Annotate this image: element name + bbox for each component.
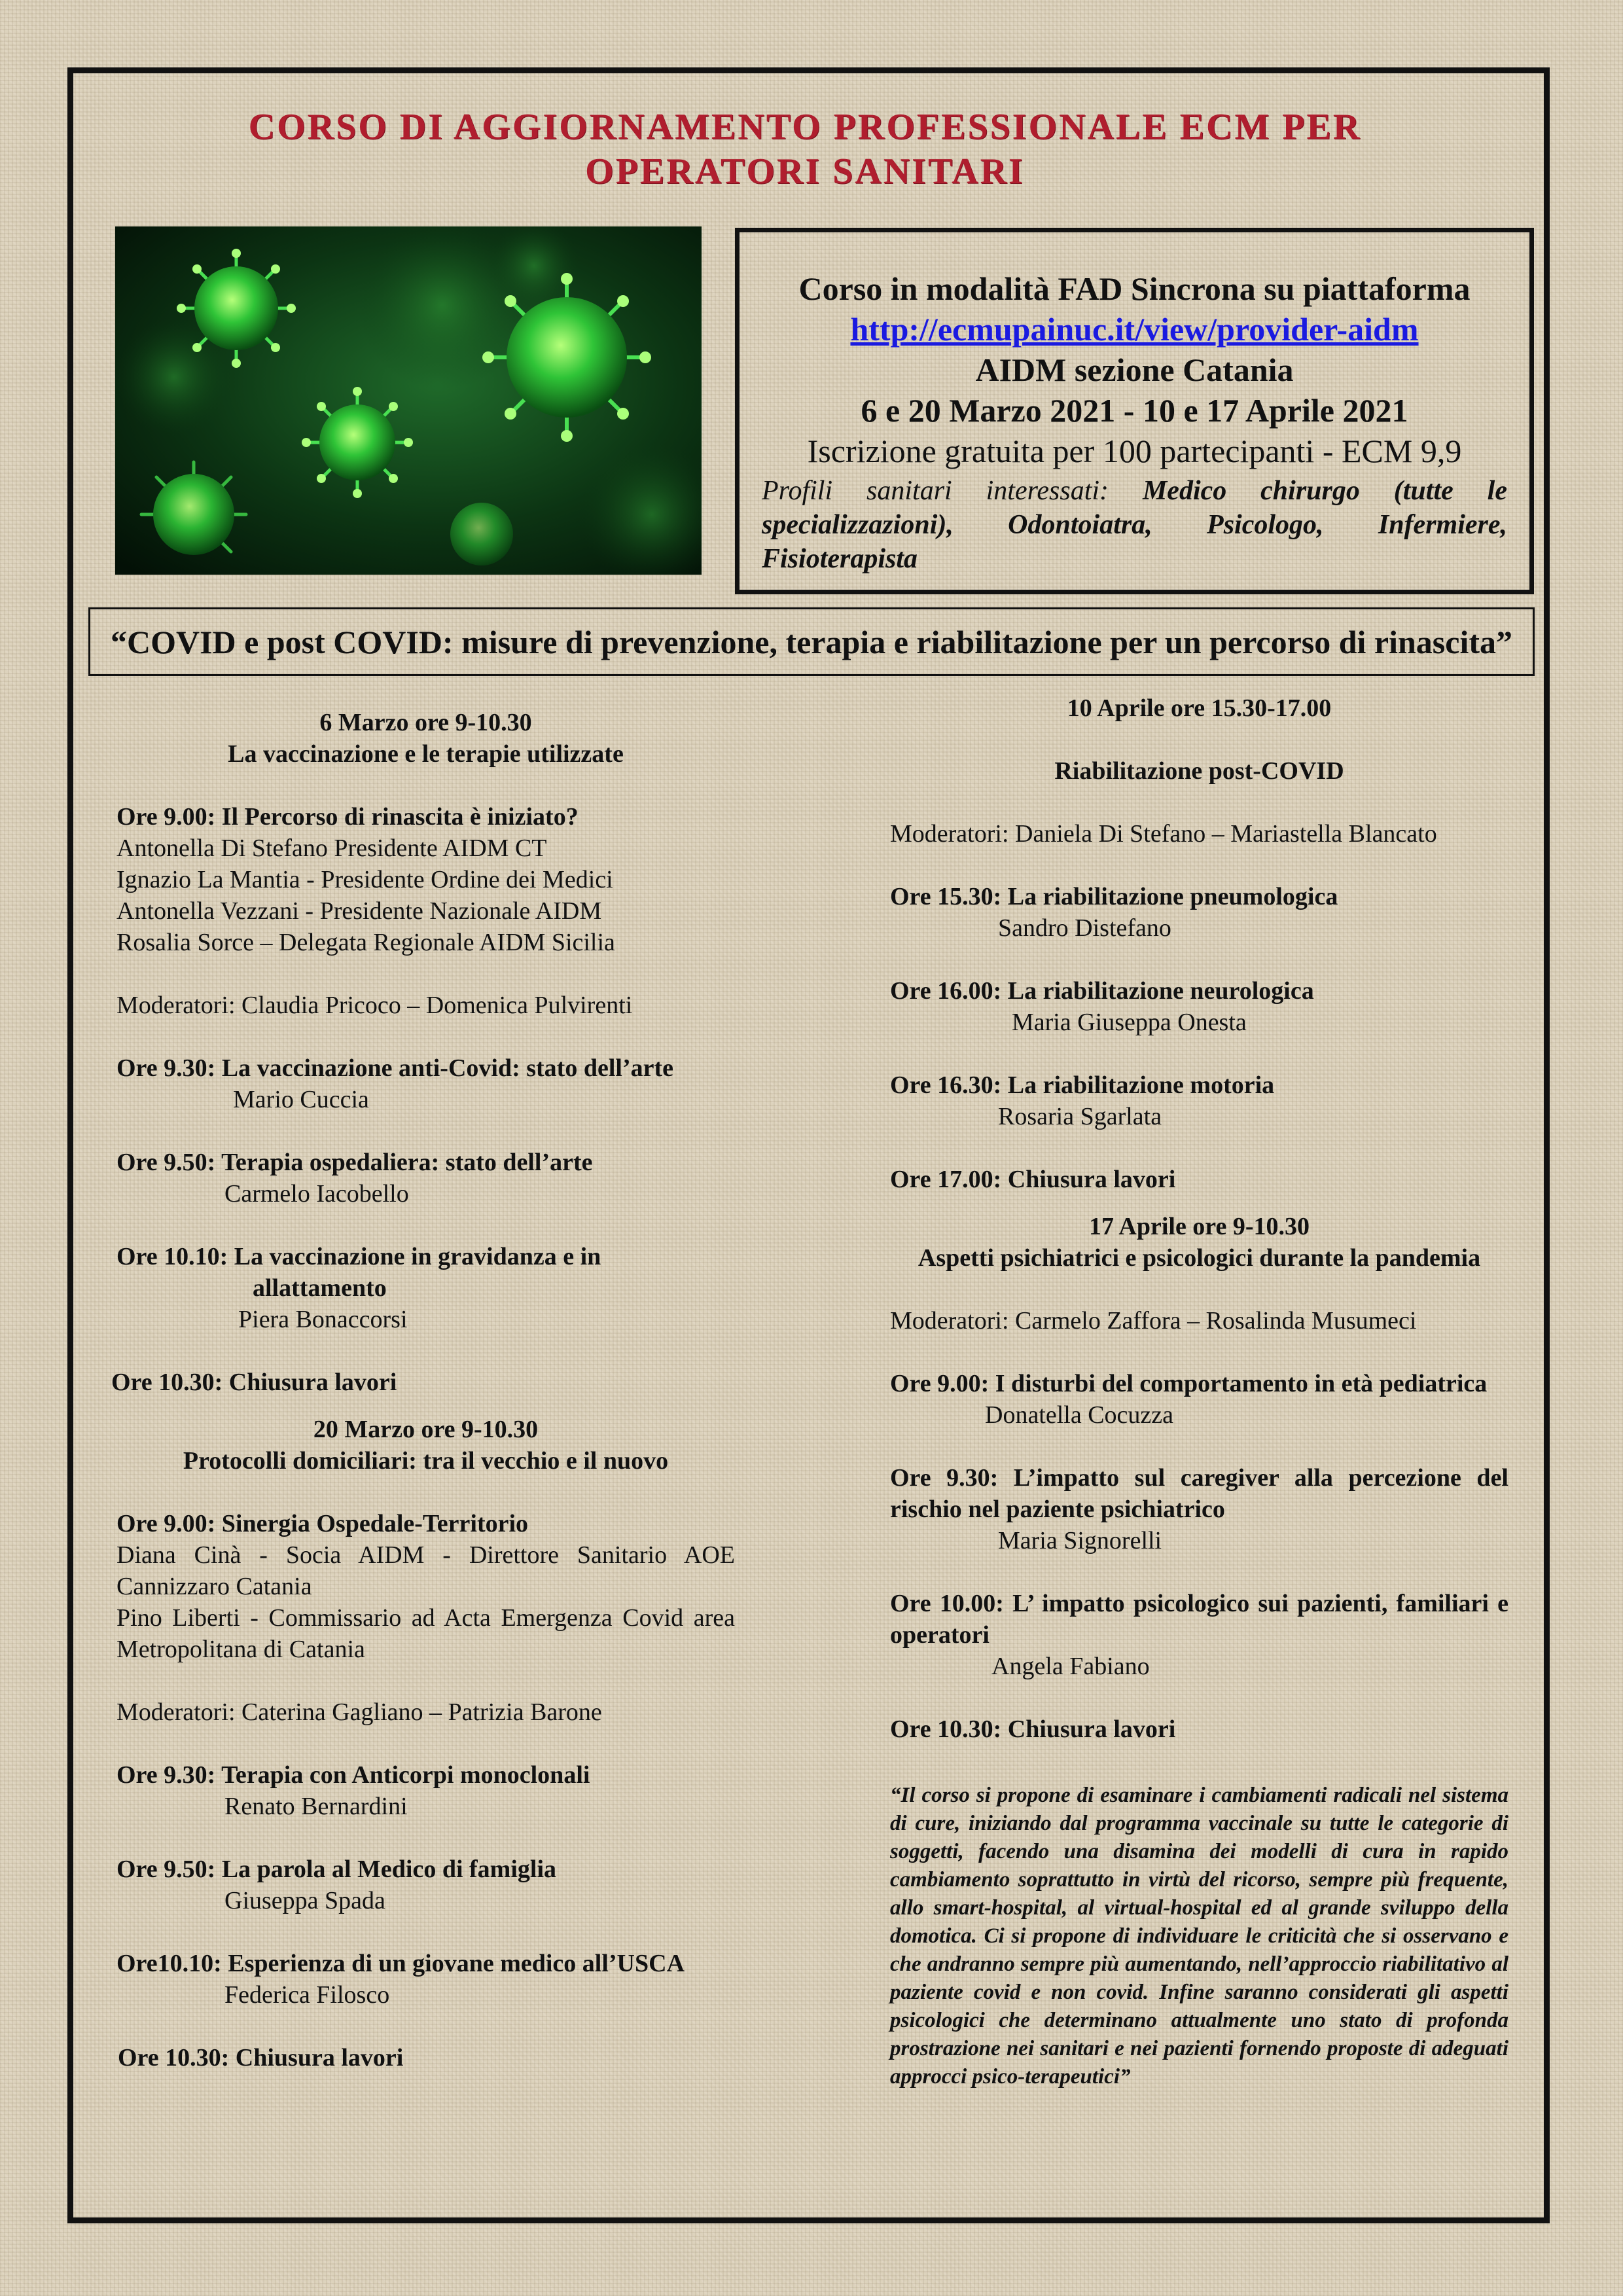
s1-speaker-2: Ignazio La Mantia - Presidente Ordine dei Medici xyxy=(116,866,613,893)
session-4-title: Aspetti psichiatrici e psicologici durante la pandemia xyxy=(918,1244,1481,1272)
s2-closing: Ore 10.30: Chiusura lavori xyxy=(118,2044,404,2072)
s4-talk-1-speaker: Donatella Cocuzza xyxy=(985,1401,1174,1429)
course-info-box xyxy=(735,228,1534,594)
s1-talk-2: Ore 9.30: La vaccinazione anti-Covid: stato dell’arte xyxy=(116,1054,673,1082)
s3-talk-3-speaker: Rosaria Sgarlata xyxy=(998,1103,1162,1130)
s4-talk-3-speaker: Angela Fabiano xyxy=(991,1653,1150,1680)
s3-talk-1: Ore 15.30: La riabilitazione pneumologica xyxy=(890,883,1338,910)
virus-svg xyxy=(115,226,702,575)
s1-speaker-4: Rosalia Sorce – Delegata Regionale AIDM Sicilia xyxy=(116,929,615,956)
s1-talk-2-speaker: Mario Cuccia xyxy=(233,1086,369,1113)
s1-talk-4-speaker: Piera Bonaccorsi xyxy=(238,1306,408,1333)
s4-talk-1: Ore 9.00: I disturbi del comportamento in età pediatrica xyxy=(890,1370,1488,1397)
session-3-title: Riabilitazione post-COVID xyxy=(1054,757,1344,785)
course-dates: 6 e 20 Marzo 2021 - 10 e 17 Aprile 2021 xyxy=(861,392,1408,429)
session-3-date: 10 Aprile ore 15.30-17.00 xyxy=(1067,694,1332,722)
s1-speaker-1: Antonella Di Stefano Presidente AIDM CT xyxy=(116,834,547,862)
s3-talk-1-speaker: Sandro Distefano xyxy=(998,914,1171,942)
s1-talk-3-speaker: Carmelo Iacobello xyxy=(224,1180,409,1208)
s3-moderators: Moderatori: Daniela Di Stefano – Mariastella Blancato xyxy=(890,820,1437,848)
s2-talk-2-speaker: Renato Bernardini xyxy=(224,1793,408,1820)
page-title xyxy=(98,105,1512,194)
s2-talk-2: Ore 9.30: Terapia con Anticorpi monoclonali xyxy=(116,1761,590,1789)
s1-talk-3: Ore 9.50: Terapia ospedaliera: stato dell’arte xyxy=(116,1149,593,1176)
left-column xyxy=(111,707,735,2073)
organizer: AIDM sezione Catania xyxy=(975,351,1294,388)
s4-talk-3: Ore 10.00: L’ impatto psicologico sui pazienti, familiari e operatori xyxy=(890,1590,1508,1649)
s4-moderators: Moderatori: Carmelo Zaffora – Rosalinda Musumeci xyxy=(890,1307,1417,1335)
s2-moderators: Moderatori: Caterina Gagliano – Patrizia Barone xyxy=(116,1698,602,1726)
s4-talk-2-speaker: Maria Signorelli xyxy=(998,1527,1162,1554)
s2-speaker-1: Diana Cinà - Socia AIDM - Direttore Sanitario AOE Cannizzaro Catania xyxy=(116,1541,735,1600)
s3-talk-2-speaker: Maria Giuseppa Onesta xyxy=(1012,1009,1247,1036)
title-line-2: OPERATORI SANITARI xyxy=(585,151,1025,192)
profiles-info xyxy=(762,474,1507,576)
s2-talk-3: Ore 9.50: La parola al Medico di famiglia xyxy=(116,1856,556,1883)
title-line-1: CORSO DI AGGIORNAMENTO PROFESSIONALE ECM PER xyxy=(248,107,1362,147)
s3-closing: Ore 17.00: Chiusura lavori xyxy=(890,1166,1176,1193)
s1-closing: Ore 10.30: Chiusura lavori xyxy=(111,1369,397,1396)
session-1-date: 6 Marzo ore 9-10.30 xyxy=(319,709,532,736)
s1-moderators: Moderatori: Claudia Pricoco – Domenica Pulvirenti xyxy=(116,992,633,1019)
course-subtitle xyxy=(88,607,1535,676)
s2-talk-3-speaker: Giuseppa Spada xyxy=(224,1887,385,1914)
s2-talk-1: Ore 9.00: Sinergia Ospedale-Territorio xyxy=(116,1510,529,1537)
course-description-quote: “Il corso si propone di esaminare i cambiamenti radicali nel sistema di cure, iniziando dal programma vaccinale su tutte le categorie di soggetti, facendo una disamina dei modelli di cura in rapido cambiamento soprattutto in virtù del ricorso, sempre più frequente, allo smart-hospital, al virtual-hospital ed al grande sviluppo della domotica. Ci si propone di individuare le criticità che si osservano e che andranno sempre più aumentando, nell’approccio riabilitativo al paziente covid e non covid. Infine saranno considerati gli aspetti psicologici che determinano attualmente uno stato di profonda prostrazione nei sanitari e nei pazienti fornendo proposte di adeguati approcci psico-terapeutici” xyxy=(890,1784,1508,2089)
registration-info: Iscrizione gratuita per 100 partecipanti - ECM 9,9 xyxy=(807,433,1462,469)
s2-talk-4-speaker: Federica Filosco xyxy=(224,1981,390,2009)
s1-talk-1: Ore 9.00: Il Percorso di rinascita è iniziato? xyxy=(116,803,579,831)
virus-illustration xyxy=(115,226,702,575)
s2-talk-4: Ore10.10: Esperienza di un giovane medico all’USCA xyxy=(116,1950,685,1977)
s3-talk-2: Ore 16.00: La riabilitazione neurologica xyxy=(890,977,1314,1005)
course-mode: Corso in modalità FAD Sincrona su piattaforma xyxy=(798,270,1471,307)
s4-closing: Ore 10.30: Chiusura lavori xyxy=(890,1715,1176,1743)
s1-talk-4-cont: allattamento xyxy=(253,1274,387,1302)
s4-talk-2: Ore 9.30: L’impatto sul caregiver alla percezione del rischio nel paziente psichiatrico xyxy=(890,1464,1508,1523)
s2-speaker-2: Pino Liberti - Commissario ad Acta Emergenza Covid area Metropolitana di Catania xyxy=(116,1604,735,1663)
s1-talk-4: Ore 10.10: La vaccinazione in gravidanza e in xyxy=(116,1243,601,1270)
profiles-label: Profili sanitari interessati: xyxy=(762,476,1109,506)
session-4-date: 17 Aprile ore 9-10.30 xyxy=(1088,1213,1310,1240)
subtitle-text: “COVID e post COVID: misure di prevenzione, terapia e riabilitazione per un percorso di rinascita” xyxy=(110,623,1513,660)
session-1-title: La vaccinazione e le terapie utilizzate xyxy=(228,740,624,768)
session-2-title: Protocolli domiciliari: tra il vecchio e il nuovo xyxy=(183,1447,669,1475)
session-2-date: 20 Marzo ore 9-10.30 xyxy=(313,1416,539,1443)
s1-speaker-3: Antonella Vezzani - Presidente Nazionale AIDM xyxy=(116,897,602,925)
platform-link[interactable]: http://ecmupainuc.it/view/provider-aidm xyxy=(850,311,1419,348)
profiles-list: Medico chirurgo (tutte le specializzazioni), Odontoiatra, Psicologo, Infermiere, Fisioterapista xyxy=(762,476,1507,574)
right-column xyxy=(890,692,1508,2091)
s3-talk-3: Ore 16.30: La riabilitazione motoria xyxy=(890,1071,1275,1099)
